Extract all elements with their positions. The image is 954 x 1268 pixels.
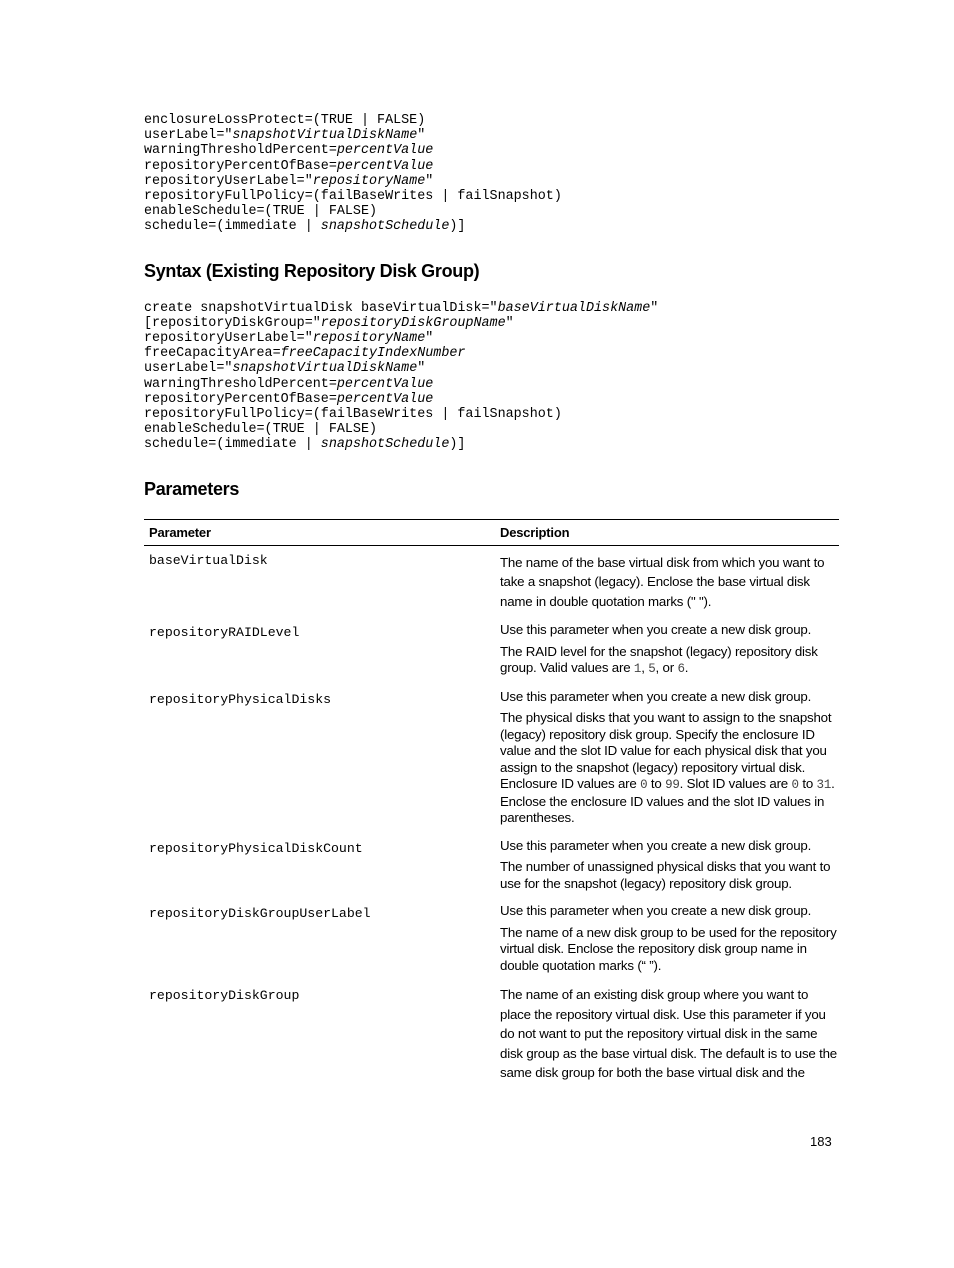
parameter-description (492, 689, 839, 838)
parameter-name: repositoryDiskGroupUserLabel (149, 906, 371, 922)
code-text: repositoryUserLabel=" (144, 173, 313, 189)
page-content (144, 113, 838, 1094)
text: The physical disks that you want to assign to the snapshot (legacy) repository disk group. Specify the enclosure ID value and the slot ID value for each physical disk that you assign to the snapshot (legacy) repository virtual disk. Enclosure ID values are (500, 710, 832, 792)
code-placeholder: snapshotSchedule (320, 219, 450, 235)
code-placeholder: freeCapacityIndexNumber (280, 346, 466, 362)
code-placeholder: percentValue (336, 376, 434, 392)
table-row (144, 622, 839, 689)
description-text: The name of an existing disk group where you want to place the repository virtual disk. Use this parameter if you do not want to put the repository virtual disk in the same disk group as the base virtual disk. The default is to use the same disk group for both the base virtual disk and the (500, 987, 837, 1081)
code-text: schedule=(immediate | (144, 219, 321, 235)
code-placeholder: repositoryName (312, 173, 426, 189)
code-line: repositoryFullPolicy=(failBaseWrites | failSnapshot) (144, 189, 562, 205)
page-number: 183 (810, 1134, 832, 1149)
code-placeholder: percentValue (336, 391, 434, 407)
code-text: " (425, 331, 434, 347)
description-text: The name of the base virtual disk from which you want to take a snapshot (legacy). Enclose the base virtual disk name in double quotation marks (" "). (500, 554, 825, 609)
description-text (500, 710, 839, 827)
code-text: " (650, 300, 659, 316)
parameter-description (492, 545, 839, 622)
table-row (144, 985, 839, 1094)
code-line: repositoryFullPolicy=(failBaseWrites | failSnapshot) (144, 407, 562, 423)
code-text: warningThresholdPercent= (144, 376, 337, 392)
code-placeholder: percentValue (336, 158, 434, 174)
description-text: Use this parameter when you create a new disk group. (500, 622, 812, 638)
code-text: warningThresholdPercent= (144, 143, 337, 159)
code-text: userLabel=" (144, 361, 233, 377)
code-text: " (505, 315, 514, 331)
code-text: repositoryUserLabel=" (144, 331, 313, 347)
code-text: " (425, 173, 434, 189)
description-text: Use this parameter when you create a new disk group. (500, 688, 812, 704)
parameter-name: repositoryRAIDLevel (149, 625, 300, 641)
text: , (641, 660, 649, 676)
code-placeholder: snapshotVirtualDiskName (232, 361, 418, 377)
text: . Slot ID values are (679, 776, 792, 792)
parameters-table (144, 519, 839, 1094)
table-header-row (144, 519, 839, 545)
text: to (647, 776, 666, 792)
top-code-block (144, 113, 838, 235)
code-placeholder: baseVirtualDiskName (497, 300, 651, 316)
code-line: enableSchedule=(TRUE | FALSE) (144, 422, 378, 438)
table-row (144, 545, 839, 622)
code-text: [repositoryDiskGroup=" (144, 315, 321, 331)
description-text: The number of unassigned physical disks that you want to use for the snapshot (legacy) repository disk group. (500, 859, 831, 891)
table-row (144, 689, 839, 838)
text: to (798, 776, 817, 792)
code-placeholder: repositoryName (312, 331, 426, 347)
code-text: )] (449, 219, 466, 235)
code-text: freeCapacityArea= (144, 346, 281, 362)
syntax-code-block (144, 301, 838, 453)
code-text: repositoryPercentOfBase= (144, 391, 337, 407)
parameter-description (492, 985, 839, 1094)
column-header-parameter: Parameter (144, 519, 492, 545)
column-header-description: Description (492, 519, 839, 545)
code-placeholder: snapshotSchedule (320, 437, 450, 453)
code-line: enclosureLossProtect=(TRUE | FALSE) (144, 113, 426, 128)
value: 5 (648, 662, 656, 677)
value: 1 (633, 662, 642, 677)
text: . Enclose the enclosure ID values and the slot ID values in parentheses. (500, 776, 835, 826)
parameter-name: repositoryPhysicalDiskCount (149, 840, 363, 856)
parameter-name: baseVirtualDisk (149, 552, 268, 568)
code-text: " (417, 128, 426, 144)
parameter-description (492, 903, 839, 985)
value: 31 (816, 778, 832, 793)
code-text: " (417, 361, 426, 377)
code-text: repositoryPercentOfBase= (144, 158, 337, 174)
description-text: The name of a new disk group to be used for the repository virtual disk. Enclose the repository disk group name in double quotation marks (“ ”). (500, 924, 837, 973)
code-placeholder: percentValue (336, 143, 434, 159)
description-text: Use this parameter when you create a new disk group. (500, 903, 812, 919)
code-placeholder: snapshotVirtualDiskName (232, 128, 418, 144)
code-text: )] (449, 437, 466, 453)
value: 0 (640, 778, 648, 793)
code-text: create snapshotVirtualDisk baseVirtualDisk=" (144, 300, 498, 316)
parameters-heading: Parameters (144, 478, 240, 499)
parameter-description (492, 622, 839, 689)
parameter-name: repositoryPhysicalDisks (149, 691, 332, 707)
text: . (684, 660, 689, 676)
text: , or (655, 660, 678, 676)
parameter-description (492, 838, 839, 904)
table-row (144, 903, 839, 985)
value: 6 (677, 662, 685, 677)
value: 0 (791, 778, 799, 793)
code-line: enableSchedule=(TRUE | FALSE) (144, 204, 378, 220)
description-text (500, 644, 839, 678)
code-placeholder: repositoryDiskGroupName (320, 315, 506, 331)
description-text: Use this parameter when you create a new disk group. (500, 837, 812, 853)
code-text: schedule=(immediate | (144, 437, 321, 453)
parameter-name: repositoryDiskGroup (149, 988, 300, 1004)
text: The RAID level for the snapshot (legacy) repository disk group. Valid values are (500, 643, 818, 676)
code-text: userLabel=" (144, 128, 233, 144)
table-row (144, 838, 839, 904)
syntax-heading: Syntax (Existing Repository Disk Group) (144, 260, 480, 281)
value: 99 (665, 778, 680, 793)
